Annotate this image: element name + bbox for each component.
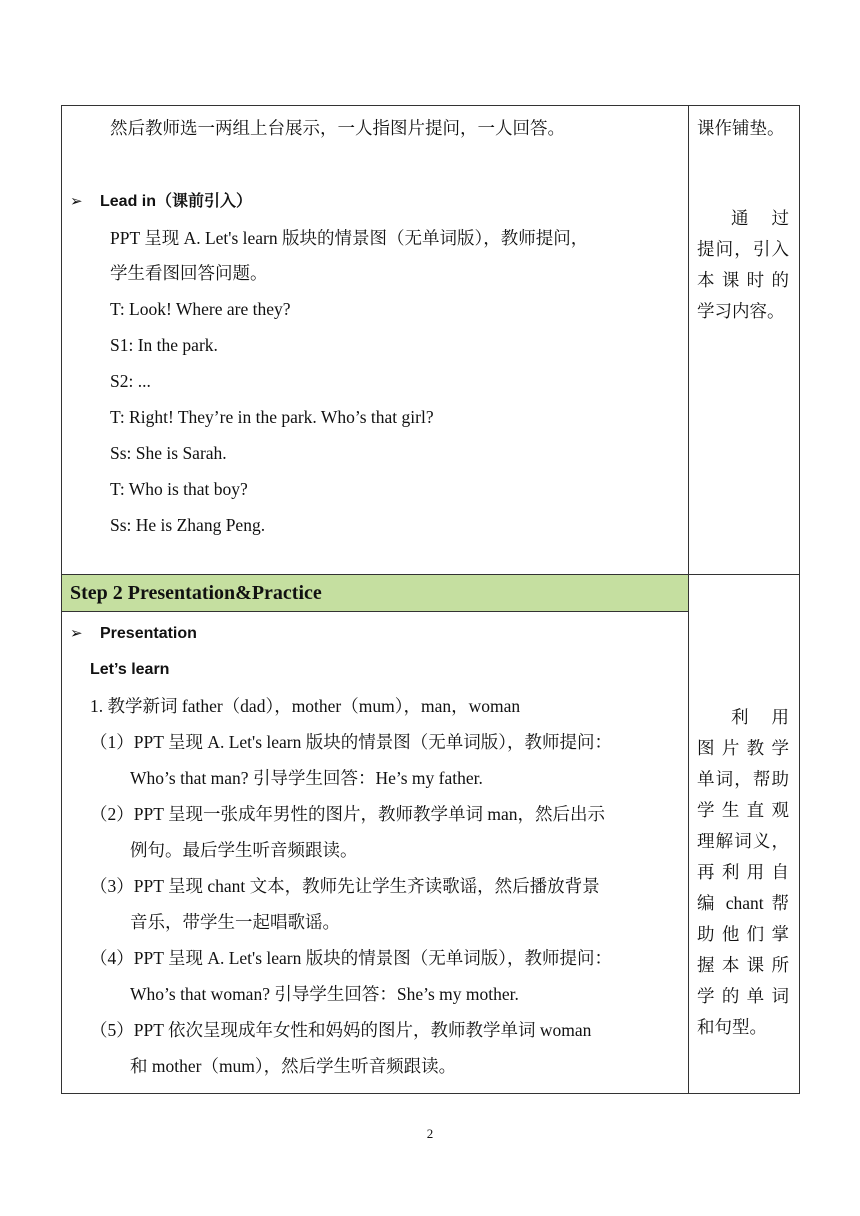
lesson-plan-table bbox=[61, 105, 800, 1094]
note-cell-presentation bbox=[689, 575, 800, 1094]
note-line: 学习内容。 bbox=[697, 301, 785, 321]
text-line: T: Who is that boy? bbox=[110, 479, 248, 499]
note-line: 本 课 时 的 bbox=[697, 270, 789, 290]
text-line: （2）PPT 呈现一张成年男性的图片，教师教学单词 man，然后出示 bbox=[90, 804, 605, 824]
text-line: （3）PPT 呈现 chant 文本，教师先让学生齐读歌谣，然后播放背景 bbox=[90, 876, 600, 896]
note-line: 助 他 们 掌 bbox=[697, 924, 789, 944]
note-line: 单词，帮助 bbox=[697, 769, 789, 789]
note-line: 编 chant 帮 bbox=[697, 893, 789, 913]
main-cell-presentation bbox=[62, 575, 689, 1094]
note-line: 和句型。 bbox=[697, 1017, 767, 1037]
bullet-arrow-icon: ➢ bbox=[70, 194, 83, 210]
step-title: Step 2 Presentation&Practice bbox=[62, 575, 688, 612]
text-line: （4）PPT 呈现 A. Let's learn 版块的情景图（无单词版），教师提问： bbox=[90, 948, 612, 968]
text-line: 和 mother（mum），然后学生听音频跟读。 bbox=[130, 1056, 457, 1076]
note-line: 图 片 教 学 bbox=[697, 738, 789, 758]
intro-line: 然后教师选一两组上台展示，一人指图片提问，一人回答。 bbox=[110, 118, 565, 138]
table-row bbox=[62, 575, 800, 1094]
page-number: 2 bbox=[426, 1126, 434, 1141]
note-text: 课作铺垫。 bbox=[697, 118, 785, 138]
presentation-heading: Presentation bbox=[100, 625, 197, 642]
note-line: 学 的 单 词 bbox=[697, 986, 789, 1006]
note-line: 再 利 用 自 bbox=[697, 862, 789, 882]
note-line: 学 生 直 观 bbox=[697, 800, 789, 820]
note-cell-lead-in bbox=[689, 106, 800, 575]
text-line: T: Right! They’re in the park. Who’s that girl? bbox=[110, 407, 434, 427]
text-line: S2: ... bbox=[110, 371, 151, 391]
text-line: Who’s that man? 引导学生回答：He’s my father. bbox=[130, 768, 483, 788]
note-line: 握 本 课 所 bbox=[697, 955, 789, 975]
lets-learn-heading: Let’s learn bbox=[90, 661, 170, 678]
note-line: 提问，引入 bbox=[697, 239, 789, 259]
text-line: Ss: She is Sarah. bbox=[110, 443, 227, 463]
text-line: 音乐，带学生一起唱歌谣。 bbox=[130, 912, 340, 932]
text-line: 1. 教学新词 father（dad），mother（mum），man，woman bbox=[90, 696, 521, 716]
text-line: Who’s that woman? 引导学生回答：She’s my mother. bbox=[130, 984, 519, 1004]
text-line: （1）PPT 呈现 A. Let's learn 版块的情景图（无单词版），教师提问： bbox=[90, 732, 612, 752]
text-line: Ss: He is Zhang Peng. bbox=[110, 515, 266, 535]
text-line: T: Look! Where are they? bbox=[110, 299, 291, 319]
text-line: S1: In the park. bbox=[110, 335, 218, 355]
note-line: 通 过 bbox=[731, 208, 789, 228]
text-line: （5）PPT 依次呈现成年女性和妈妈的图片，教师教学单词 woman bbox=[90, 1020, 592, 1040]
main-cell-lead-in bbox=[62, 106, 689, 575]
note-line: 理解词义， bbox=[697, 831, 789, 851]
table-row bbox=[62, 106, 800, 575]
text-line: 例句。最后学生听音频跟读。 bbox=[130, 840, 358, 860]
text-line: PPT 呈现 A. Let's learn 版块的情景图（无单词版），教师提问， bbox=[110, 228, 589, 248]
lead-in-heading: Lead in（课前引入） bbox=[100, 193, 253, 210]
text-line: 学生看图回答问题。 bbox=[110, 263, 268, 283]
bullet-arrow-icon: ➢ bbox=[70, 626, 83, 642]
note-line: 利 用 bbox=[731, 707, 789, 727]
